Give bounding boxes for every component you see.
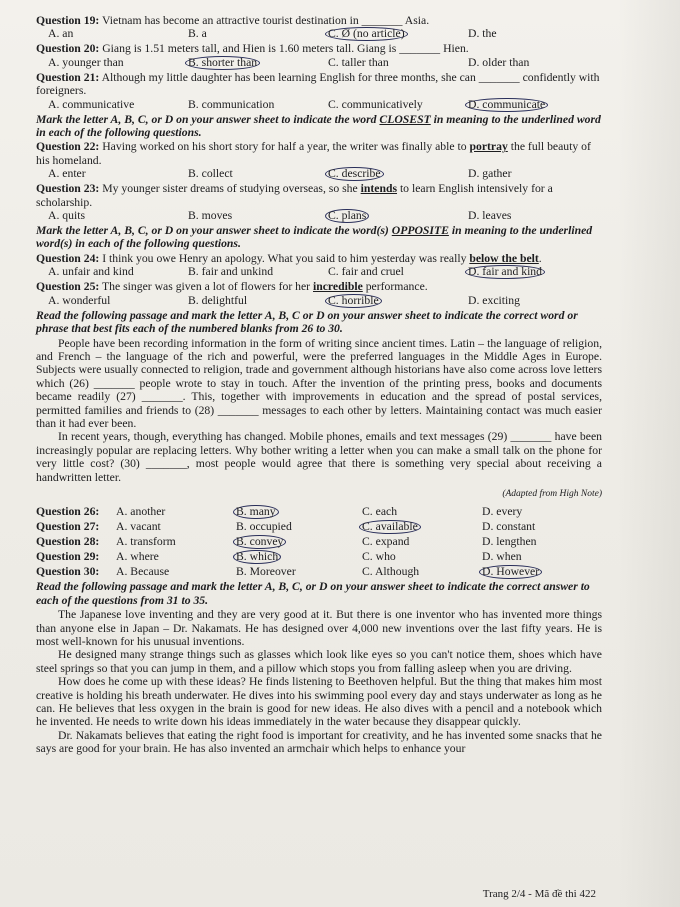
q20-option-b[interactable]: B. shorter than [176, 56, 316, 70]
passage2-paragraph-4: Dr. Nakamats believes that eating the right food is important for creativity, and he has invented some snacks that he says are good for your brain. He has also invented an armchair which helps to enhance your [36, 728, 602, 756]
question-24: Question 24: I think you owe Henry an apology. What you said to him yesterday was really below the belt. [36, 251, 542, 265]
question-19: Question 19: Vietnam has become an attractive tourist destination in _______ Asia. [36, 14, 430, 27]
passage2-paragraph-1: The Japanese love inventing and they are very good at it. But there is one inventor who has invented more things than anyone else in Japan – Dr. Nakamats. He has designed over 4,000 new inventions over the last fifty years. He is most well-known for his unusual inventions. [36, 608, 602, 648]
q24-option-d[interactable]: D. fair and kind [456, 265, 596, 279]
q19-option-a[interactable]: A. an [48, 27, 74, 41]
q24-option-c[interactable]: C. fair and cruel [328, 265, 404, 279]
page-footer: Trang 2/4 - Mã đề thi 422 [482, 887, 596, 900]
instruction-closest: Mark the letter A, B, C, or D on your answer sheet to indicate the word CLOSEST in meaning to the underlined word in each of the following questions. [36, 112, 601, 140]
q30-option-b[interactable]: B. Moreover [236, 565, 296, 579]
q27-option-b[interactable]: B. occupied [236, 520, 292, 534]
q27-option-c[interactable]: C. available [362, 520, 482, 534]
q26-label: Question 26: [36, 505, 100, 519]
question-19-options [36, 27, 602, 41]
questions-26-30 [36, 505, 602, 579]
q22-option-d[interactable]: D. gather [468, 167, 512, 181]
q22-option-a[interactable]: A. enter [48, 167, 86, 181]
q30-label: Question 30: [36, 565, 100, 579]
q25-option-a[interactable]: A. wonderful [48, 293, 111, 307]
question-25-options [36, 294, 602, 308]
q30-option-c[interactable]: C. Although [362, 565, 420, 579]
q29-label: Question 29: [36, 550, 100, 564]
q23-option-b[interactable]: B. moves [188, 209, 233, 223]
q29-option-b[interactable]: B. which [236, 550, 362, 564]
q21-option-d[interactable]: D. communicate [456, 98, 596, 112]
q28-option-d[interactable]: D. lengthen [482, 535, 537, 549]
question-22-options [36, 167, 602, 181]
q25-option-d[interactable]: D. exciting [468, 293, 520, 307]
q22-option-b[interactable]: B. collect [188, 167, 233, 181]
q20-option-c[interactable]: C. taller than [328, 55, 389, 69]
q28-option-c[interactable]: C. expand [362, 535, 410, 549]
q30-option-a[interactable]: A. Because [116, 565, 170, 579]
question-24-options [36, 265, 602, 279]
q26-option-a[interactable]: A. another [116, 505, 166, 519]
q25-option-b[interactable]: B. delightful [188, 293, 248, 307]
question-25: Question 25: The singer was given a lot of flowers for her incredible performance. [36, 280, 428, 294]
q23-option-a[interactable]: A. quits [48, 209, 86, 223]
source-citation: (Adapted from High Note) [502, 488, 602, 499]
instruction-reading: Read the following passage and mark the letter A, B, C, or D on your answer sheet to indicate the correct answer to each of the questions from 31 to 35. [36, 580, 590, 607]
q28-label: Question 28: [36, 535, 100, 549]
q27-label: Question 27: [36, 520, 100, 534]
q23-option-c[interactable]: C. plans [316, 209, 456, 223]
passage1-paragraph-1: People have been recording information in the form of writing since ancient times. Latin – the language of religion, and French – the language of the rich and powerful, were the preferred languages in the Middle Ages in Europe. Subjects were usually connected to religion, trade and government although historians have also come across love letters which (26) _______ people wrote to stay in touch. After the invention of the printing press, books and documents became readily (27) _______. This, together with improvements in education and the spread of postal services, permitted families and friends to (28) _______ messages to each other by letters. Maintaining contact was much easier than it had ever been. [36, 336, 602, 430]
q21-option-b[interactable]: B. communication [188, 97, 275, 111]
q26-option-c[interactable]: C. each [362, 505, 398, 519]
page-edge-shadow [618, 0, 680, 907]
question-21: Question 21: Although my little daughter has been learning English for three months, she can _______ confidently with foreigners. [36, 70, 600, 98]
q30-option-d[interactable]: D. However [482, 565, 592, 579]
q21-option-a[interactable]: A. communicative [48, 97, 135, 111]
q19-option-c[interactable]: C. Ø (no article) [316, 27, 456, 41]
q27-option-d[interactable]: D. constant [482, 520, 536, 534]
q19-option-d[interactable]: D. the [468, 27, 497, 41]
q25-option-c[interactable]: C. horrible [316, 294, 456, 308]
q24-option-a[interactable]: A. unfair and kind [48, 265, 134, 279]
q26-option-d[interactable]: D. every [482, 505, 523, 519]
question-21-options [36, 98, 602, 112]
q21-option-c[interactable]: C. communicatively [328, 97, 423, 111]
q24-option-b[interactable]: B. fair and unkind [188, 265, 274, 279]
passage1-paragraph-2: In recent years, though, everything has changed. Mobile phones, emails and text messages (29) _______ have been increasingly popular are replacing letters. Why bother writing a letter when you can make a small talk on the phone for very little cost? (30) _______, most people would agree that there is something very special about receiving a handwritten letter. [36, 430, 602, 484]
q19-option-b[interactable]: B. a [188, 27, 207, 41]
q29-option-c[interactable]: C. who [362, 550, 396, 564]
q20-option-d[interactable]: D. older than [468, 55, 530, 69]
question-22: Question 22: Having worked on his short story for half a year, the writer was finally able to portray the full beauty of his homeland. [36, 140, 591, 167]
q27-option-a[interactable]: A. vacant [116, 520, 161, 534]
passage2-paragraph-3: How does he come up with these ideas? He finds listening to Beethoven helpful. But the thing that makes him most creative is holding his breath underwater. He dives into his swimming pool every day and stays underwater as long as he can. He believes that less oxygen in the brain is good for new ideas. He also dives with a pencil and a notebook which he invented. He needs to write down his ideas immediately in the water because they disappear quickly. [36, 675, 602, 729]
q23-option-d[interactable]: D. leaves [468, 209, 512, 223]
q28-option-a[interactable]: A. transform [116, 535, 176, 549]
q22-option-c[interactable]: C. describe [316, 167, 456, 181]
instruction-opposite: Mark the letter A, B, C, or D on your answer sheet to indicate the word(s) OPPOSITE in meaning to the underlined word(s) in each of the following questions. [36, 224, 593, 251]
instruction-cloze: Read the following passage and mark the letter A, B, C or D on your answer sheet to indicate the correct word or phrase that best fits each of the numbered blanks from 26 to 30. [36, 308, 578, 336]
q29-option-a[interactable]: A. where [116, 550, 159, 564]
passage2-paragraph-2: He designed many strange things such as glasses which look like eyes so you can't notice them, shoes which have steel springs so that you can jump in them, and a pillow which stops you from falling asleep when you are driving. [36, 648, 602, 675]
question-23-options [36, 209, 602, 223]
q29-option-d[interactable]: D. when [482, 550, 522, 564]
q20-option-a[interactable]: A. younger than [48, 55, 124, 69]
question-20-options [36, 56, 602, 70]
q28-option-b[interactable]: B. convey [236, 535, 362, 549]
question-20: Question 20: Giang is 1.51 meters tall, and Hien is 1.60 meters tall. Giang is _______ Hien. [36, 42, 469, 56]
question-23: Question 23: My younger sister dreams of studying overseas, so she intends to learn English intensively for a scholarship. [36, 182, 553, 209]
q26-option-b[interactable]: B. many [236, 505, 362, 519]
